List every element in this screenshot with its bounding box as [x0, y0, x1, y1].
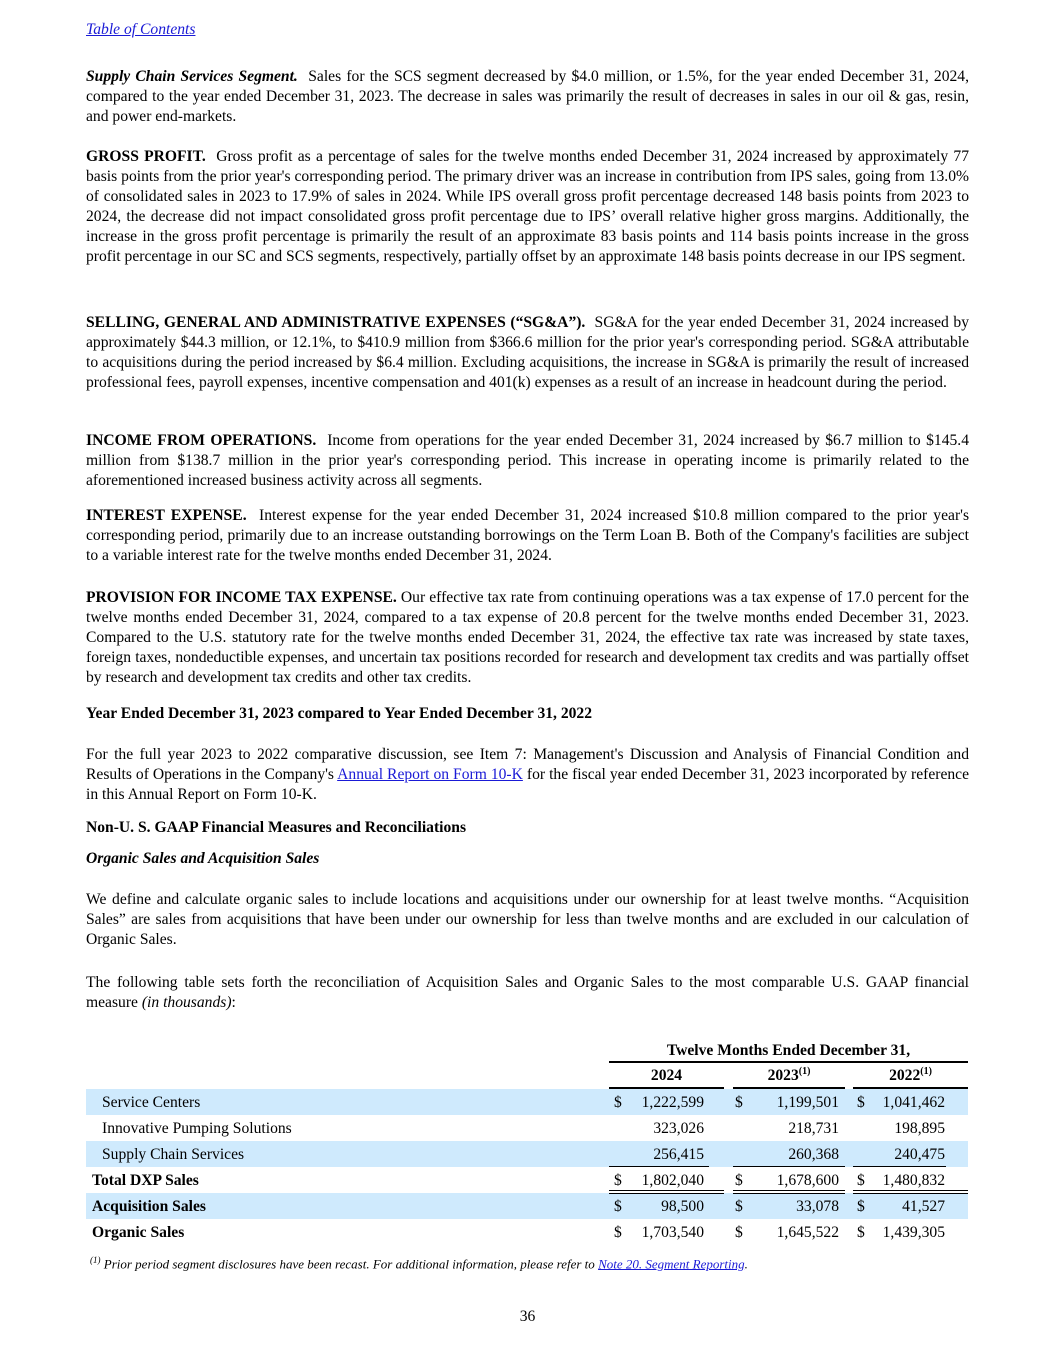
income-ops-paragraph: [86, 431, 969, 491]
table-row: [86, 1219, 968, 1245]
gross-profit-paragraph: [86, 147, 969, 267]
total-double-rule-2023: [733, 1190, 845, 1194]
table-intro-end: :: [231, 994, 236, 1011]
subtotal-rule-2024: [609, 1166, 709, 1167]
comparative-paragraph: [86, 745, 969, 805]
row-label: Organic Sales: [92, 1224, 185, 1241]
gross-profit-text: Gross profit as a percentage of sales for the twelve months ended December 31, 2024 increased by approximately 77 basis points from the prior year's corresponding period. The primary driver was an increase in contribution from IPS sales, going from 13.0% of consolidated sales in 2023 to 17.9% of sales in 2024. While IPS overall gross profit percentage decreased 148 basis points from 2023 to 2024, the decrease did not impact consolidated gross profit percentage due to IPS’ overall relative higher gross margins. Additionally, the increase in the gross profit percentage is primarily the result of an approximate 83 basis points and 114 basis points increase in the gross profit percentage in our SC and SCS segments, respectively, partially offset by an approximate 148 basis points decrease in our IPS segment.: [86, 148, 969, 265]
table-row: [86, 1193, 968, 1219]
dollar-sign: $: [614, 1094, 622, 1111]
define-text: We define and calculate organic sales to include locations and acquisitions under our ownership for at least twelve months. “Acquisition Sales” are sales from acquisitions that have been under our ownership for less than twelve months and are excluded in our calculation of Organic Sales.: [86, 891, 969, 948]
table-footnote: [90, 1250, 748, 1274]
annual-report-link[interactable]: Annual Report on Form 10-K: [337, 766, 523, 783]
comparative-text-before: For the full year 2023 to 2022 comparative discussion, see Item 7: Management's Discussion and Analysis of Financial Condition and Results of Operations in the Company's: [86, 746, 969, 783]
table-intro-text: The following table sets forth the reconciliation of Acquisition Sales and Organic Sales to the most comparable U.S. GAAP financial measure: [86, 974, 969, 1011]
dollar-sign: $: [735, 1198, 743, 1215]
total-double-rule-2022: [853, 1190, 968, 1194]
organic-sales-heading: Organic Sales and Acquisition Sales: [86, 850, 320, 867]
column-header-2024: 2024: [650, 1067, 683, 1084]
column-header-2023: 2023$^{(1)}$: [767, 1065, 811, 1084]
sga-lead: SELLING, GENERAL AND ADMINISTRATIVE EXPENSES (“SG&A”).: [86, 314, 586, 331]
dollar-sign: $: [614, 1172, 622, 1189]
interest-paragraph: [86, 506, 969, 566]
dollar-sign: $: [735, 1172, 743, 1189]
footnote-end: .: [744, 1256, 748, 1272]
cell-value-2024: 323,026: [653, 1120, 704, 1137]
cell-value-2022: 41,527: [902, 1198, 945, 1215]
footnote-marker: (1): [90, 1255, 101, 1265]
table-period-header: Twelve Months Ended December 31,: [666, 1042, 911, 1059]
dollar-sign: $: [857, 1094, 865, 1111]
table-header-rule: [609, 1061, 968, 1063]
cell-value-2023: 1,199,501: [776, 1094, 839, 1111]
scs-paragraph: [86, 67, 969, 127]
row-label: Innovative Pumping Solutions: [102, 1120, 292, 1137]
table-row: [86, 1089, 968, 1115]
row-label: Supply Chain Services: [102, 1146, 245, 1163]
gross-profit-lead: GROSS PROFIT.: [86, 148, 206, 165]
cell-value-2023: 260,368: [788, 1146, 839, 1163]
interest-lead: INTEREST EXPENSE.: [86, 507, 247, 524]
table-row: [86, 1115, 968, 1141]
cell-value-2023: 1,645,522: [776, 1224, 839, 1241]
cell-value-2022: 240,475: [894, 1146, 945, 1163]
income-ops-lead: INCOME FROM OPERATIONS.: [86, 432, 317, 449]
row-label: Service Centers: [102, 1094, 201, 1111]
table-of-contents-link[interactable]: Table of Contents: [86, 21, 196, 38]
scs-lead: Supply Chain Services Segment.: [86, 68, 298, 85]
dollar-sign: $: [857, 1172, 865, 1189]
dollar-sign: $: [614, 1224, 622, 1241]
row-label: Total DXP Sales: [92, 1172, 199, 1189]
cell-value-2024: 256,415: [653, 1146, 704, 1163]
cell-value-2024: 98,500: [661, 1198, 704, 1215]
scs-text: Sales for the SCS segment decreased by $4.0 million, or 1.5%, for the year ended December 31, 2024, compared to the year ended December 31, 2023. The decrease in sales was primarily the result of decreases in sales in our oil & gas, resin, and power end-markets.: [86, 68, 969, 125]
cell-value-2022: 1,480,832: [882, 1172, 945, 1189]
column-header-2022: 2022$^{(1)}$: [889, 1065, 932, 1084]
row-label: Acquisition Sales: [92, 1198, 206, 1215]
sga-paragraph: [86, 313, 969, 393]
subtotal-rule-2022: [853, 1166, 946, 1167]
cell-value-2024: 1,703,540: [641, 1224, 704, 1241]
total-double-rule-2024: [609, 1190, 724, 1194]
cell-value-2022: 1,041,462: [882, 1094, 945, 1111]
tax-lead: PROVISION FOR INCOME TAX EXPENSE.: [86, 589, 397, 606]
dollar-sign: $: [735, 1224, 743, 1241]
cell-value-2022: 198,895: [894, 1120, 945, 1137]
tax-paragraph: [86, 588, 969, 688]
sga-text: SG&A for the year ended December 31, 2024 increased by approximately $44.3 million, or 12.1%, to $410.9 million from $366.6 million for the prior year's corresponding period. SG&A attributable to acquisitions during the period increased by $6.4 million. Excluding acquisitions, the increase in SG&A is primarily the result of increased professional fees, payroll expenses, incentive compensation and 401(k) expenses as a result of an increase in headcount during the period.: [86, 314, 969, 391]
cell-value-2024: 1,222,599: [641, 1094, 704, 1111]
table-intro-paragraph: [86, 973, 969, 1013]
tax-text: Our effective tax rate from continuing operations was a tax expense of 17.0 percent for the twelve months ended December 31, 2024, compared to a tax expense of 20.8 percent for the twelve months ended December 31, 2023. Compared to the U.S. statutory rate for the twelve months ended December 31, 2024, the effective tax rate was increased by state taxes, foreign taxes, nondeductible expenses, and uncertain tax positions recorded for research and development tax credits and was partially offset by research and development tax credits and other tax credits.: [86, 589, 969, 686]
comparative-text-after: for the fiscal year ended December 31, 2023 incorporated by reference in this Annual Report on Form 10-K.: [86, 766, 969, 803]
dollar-sign: $: [614, 1198, 622, 1215]
page-number: 36: [519, 1308, 536, 1325]
cell-value-2023: 33,078: [796, 1198, 839, 1215]
nongaap-heading: Non-U. S. GAAP Financial Measures and Reconciliations: [86, 819, 467, 836]
cell-value-2023: 218,731: [788, 1120, 839, 1137]
subtotal-rule-2023: [733, 1166, 845, 1167]
cell-value-2023: 1,678,600: [776, 1172, 839, 1189]
cell-value-2024: 1,802,040: [641, 1172, 704, 1189]
interest-text: Interest expense for the year ended December 31, 2024 increased $10.8 million compared to the prior year's corresponding period, primarily due to an increase outstanding borrowings on the Term Loan B. Both of the Company's facilities are subject to a variable interest rate for the twelve months ended December 31, 2024.: [86, 507, 970, 564]
dollar-sign: $: [857, 1198, 865, 1215]
dollar-sign: $: [735, 1094, 743, 1111]
define-paragraph: [86, 890, 969, 950]
dollar-sign: $: [857, 1224, 865, 1241]
table-intro-units: (in thousands): [141, 994, 232, 1011]
cell-value-2022: 1,439,305: [882, 1224, 945, 1241]
footnote-text: Prior period segment disclosures have been recast. For additional information, please refer to: [103, 1256, 595, 1272]
year-comparison-heading: Year Ended December 31, 2023 compared to Year Ended December 31, 2022: [86, 705, 593, 722]
table-row: [86, 1141, 968, 1167]
segment-reporting-link[interactable]: Note 20. Segment Reporting: [598, 1256, 745, 1272]
income-ops-text: Income from operations for the year ended December 31, 2024 increased by $6.7 million to $145.4 million from $138.7 million in the prior year's corresponding period. This increase in operating income is primarily related to the aforementioned increased business activity across all segments.: [86, 432, 970, 489]
